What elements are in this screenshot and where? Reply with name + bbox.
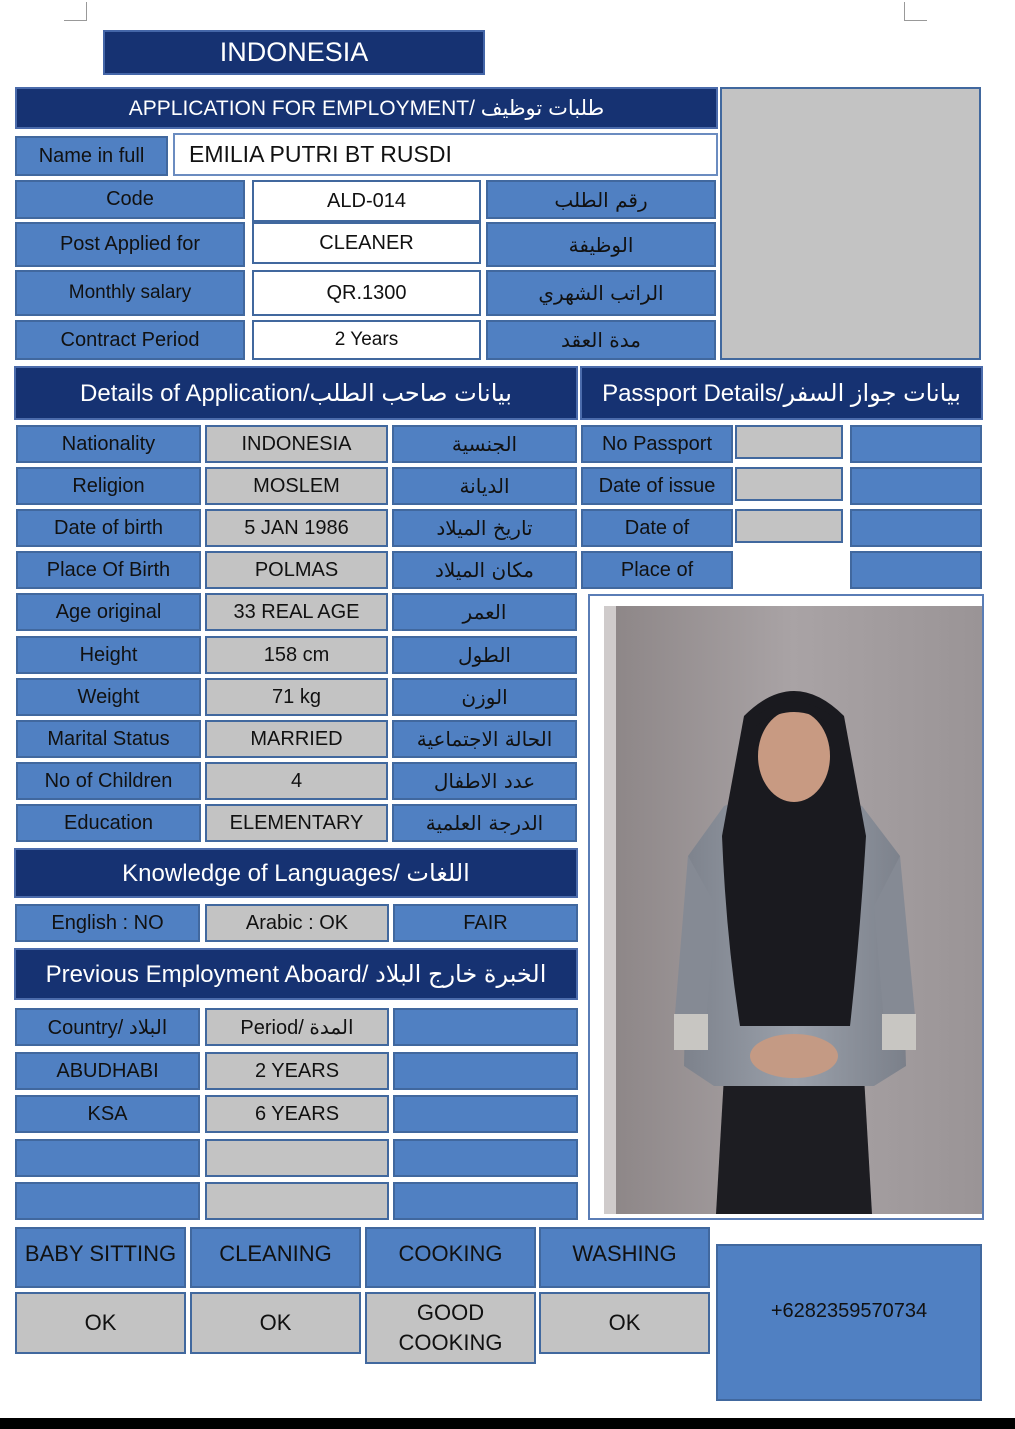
detail-value: POLMAS xyxy=(205,551,388,589)
detail-label: Weight xyxy=(16,678,201,716)
employment-period xyxy=(205,1139,389,1177)
detail-value: MARRIED xyxy=(205,720,388,758)
employment-period: 6 YEARS xyxy=(205,1095,389,1133)
salary-value: QR.1300 xyxy=(252,270,481,316)
detail-value: MOSLEM xyxy=(205,467,388,505)
passport-label: Place of xyxy=(581,551,733,589)
contact-phone: +6282359570734 xyxy=(716,1244,982,1401)
corner-mark-right xyxy=(904,2,927,21)
skill-name: WASHING xyxy=(539,1227,710,1288)
employment-period xyxy=(205,1182,389,1220)
employment-title: Previous Employment Aboard/ الخبرة خارج البلاد xyxy=(14,948,578,1000)
code-value: ALD-014 xyxy=(252,180,481,222)
details-title: Details of Application/بيانات صاحب الطلب xyxy=(14,366,578,420)
passport-value xyxy=(735,467,843,501)
language-english: English : NO xyxy=(15,904,200,942)
detail-value: 158 cm xyxy=(205,636,388,674)
detail-value: ELEMENTARY xyxy=(205,804,388,842)
language-level: FAIR xyxy=(393,904,578,942)
skill-name: COOKING xyxy=(365,1227,536,1288)
detail-label-ar: الجنسية xyxy=(392,425,577,463)
detail-label: Age original xyxy=(16,593,201,631)
language-arabic: Arabic : OK xyxy=(205,904,389,942)
employment-notes xyxy=(393,1095,578,1133)
passport-extra xyxy=(850,551,982,589)
detail-label: Marital Status xyxy=(16,720,201,758)
passport-value xyxy=(735,509,843,543)
detail-value: 33 REAL AGE xyxy=(205,593,388,631)
post-label-ar: الوظيفة xyxy=(486,222,716,267)
detail-label-ar: الوزن xyxy=(392,678,577,716)
salary-label: Monthly salary xyxy=(15,270,245,316)
code-label-ar: رقم الطلب xyxy=(486,180,716,219)
applicant-photo-frame xyxy=(588,594,984,1220)
detail-value: 4 xyxy=(205,762,388,800)
contract-value: 2 Years xyxy=(252,320,481,360)
passport-extra xyxy=(850,425,982,463)
employment-period: 2 YEARS xyxy=(205,1052,389,1090)
skill-name: CLEANING xyxy=(190,1227,361,1288)
country-banner: INDONESIA xyxy=(103,30,485,75)
passport-label: No Passport xyxy=(581,425,733,463)
detail-label: Date of birth xyxy=(16,509,201,547)
detail-label-ar: الديانة xyxy=(392,467,577,505)
detail-label: Religion xyxy=(16,467,201,505)
passport-title: Passport Details/بيانات جواز السفر xyxy=(580,366,983,420)
applicant-photo xyxy=(604,606,982,1214)
passport-label: Date of xyxy=(581,509,733,547)
employment-country: KSA xyxy=(15,1095,200,1133)
detail-label: Nationality xyxy=(16,425,201,463)
skill-value: OK xyxy=(539,1292,710,1354)
employment-country-header: Country/ البلاد xyxy=(15,1008,200,1046)
employment-notes-header xyxy=(393,1008,578,1046)
salary-label-ar: الراتب الشهري xyxy=(486,270,716,316)
detail-label: Place Of Birth xyxy=(16,551,201,589)
post-value: CLEANER xyxy=(252,222,481,264)
employment-country: ABUDHABI xyxy=(15,1052,200,1090)
form-title: APPLICATION FOR EMPLOYMENT/ طلبات توظيف xyxy=(15,87,718,129)
passport-label: Date of issue xyxy=(581,467,733,505)
detail-label: Education xyxy=(16,804,201,842)
skill-name: BABY SITTING xyxy=(15,1227,186,1288)
employment-notes xyxy=(393,1139,578,1177)
detail-label-ar: تاريخ الميلاد xyxy=(392,509,577,547)
passport-value xyxy=(735,425,843,459)
detail-value: 71 kg xyxy=(205,678,388,716)
code-label: Code xyxy=(15,180,245,219)
post-label: Post Applied for xyxy=(15,222,245,267)
corner-mark-left xyxy=(64,2,87,21)
contract-label-ar: مدة العقد xyxy=(486,320,716,360)
contract-label: Contract Period xyxy=(15,320,245,360)
employment-country xyxy=(15,1182,200,1220)
bottom-bar xyxy=(0,1418,1015,1429)
employment-notes xyxy=(393,1052,578,1090)
passport-value xyxy=(735,551,847,589)
skill-value: OK xyxy=(15,1292,186,1354)
passport-extra xyxy=(850,509,982,547)
skill-value: OK xyxy=(190,1292,361,1354)
detail-label-ar: الحالة الاجتماعية xyxy=(392,720,577,758)
detail-label-ar: مكان الميلاد xyxy=(392,551,577,589)
detail-label-ar: الطول xyxy=(392,636,577,674)
passport-extra xyxy=(850,467,982,505)
detail-label: No of Children xyxy=(16,762,201,800)
employment-period-header: Period/ المدة xyxy=(205,1008,389,1046)
employment-notes xyxy=(393,1182,578,1220)
employment-country xyxy=(15,1139,200,1177)
skill-value: GOOD COOKING xyxy=(365,1292,536,1364)
detail-label: Height xyxy=(16,636,201,674)
photo-placeholder xyxy=(720,87,981,360)
detail-label-ar: عدد الاطفال xyxy=(392,762,577,800)
detail-label-ar: العمر xyxy=(392,593,577,631)
name-label: Name in full xyxy=(15,136,168,176)
detail-label-ar: الدرجة العلمية xyxy=(392,804,577,842)
name-value: EMILIA PUTRI BT RUSDI xyxy=(173,133,718,176)
detail-value: INDONESIA xyxy=(205,425,388,463)
languages-title: Knowledge of Languages/ اللغات xyxy=(14,848,578,898)
detail-value: 5 JAN 1986 xyxy=(205,509,388,547)
